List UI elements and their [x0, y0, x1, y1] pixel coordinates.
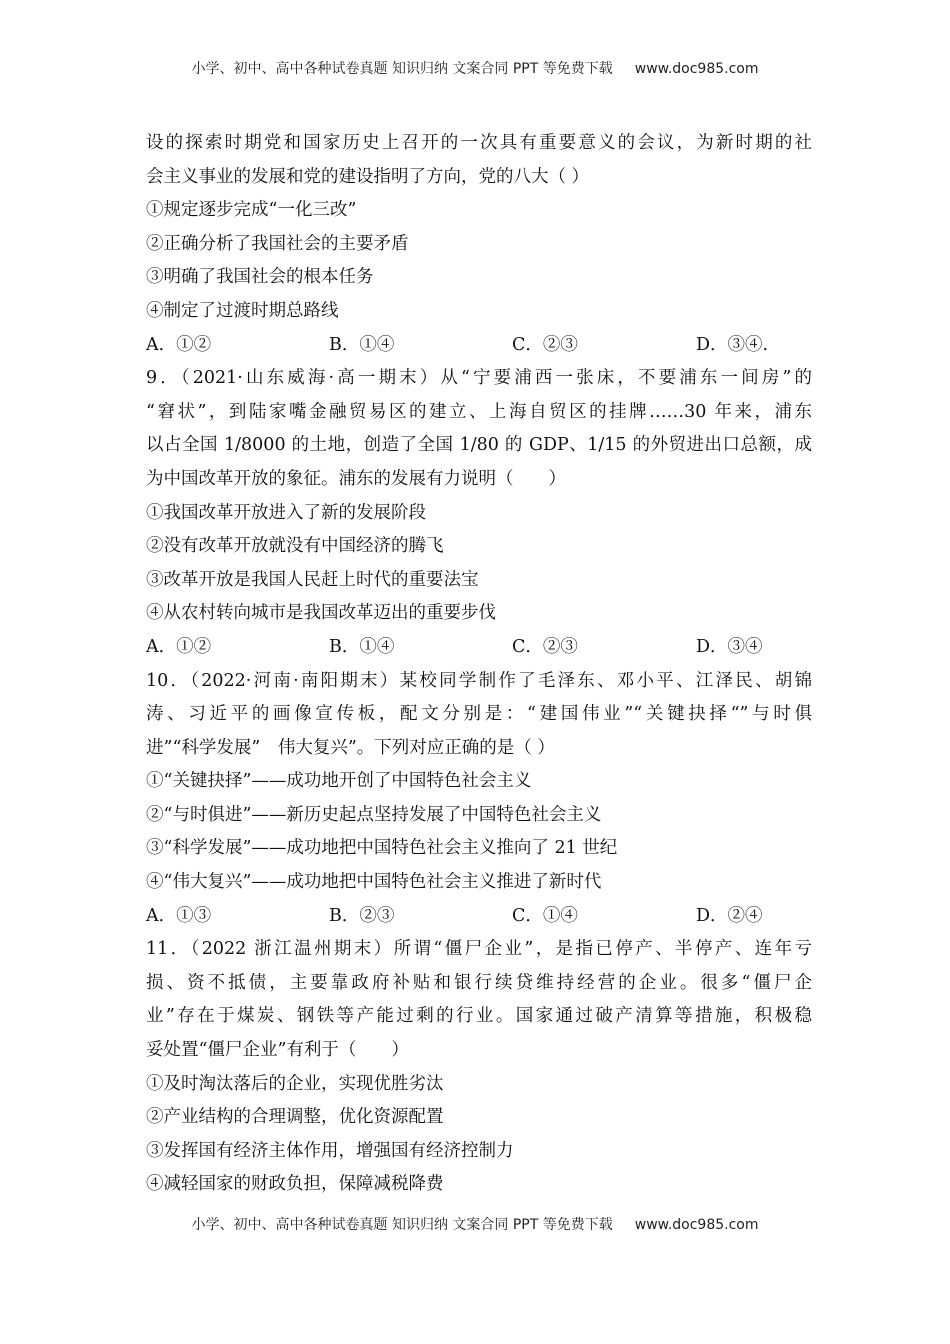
- q10-stem-line-1: 10．（2022·河南·南阳期末）某校同学制作了毛泽东、邓小平、江泽民、胡锦: [146, 670, 812, 691]
- q8-option-b[interactable]: B．①④: [329, 334, 395, 355]
- q11-item-4: ④减轻国家的财政负担，保障减税降费: [146, 1174, 444, 1195]
- q10-item-4: ④“伟大复兴”——成功地把中国特色社会主义推进了新时代: [146, 872, 602, 893]
- q10-item-1: ①“关键抉择”——成功地开创了中国特色社会主义: [146, 771, 532, 792]
- q9-item-1: ①我国改革开放进入了新的发展阶段: [146, 502, 426, 523]
- q10-option-d[interactable]: D．②④: [696, 905, 763, 926]
- q8-item-4: ④制定了过渡时期总路线: [146, 300, 339, 321]
- q10-stem-line-3: 进”“科学发展” 伟大复兴”。下列对应正确的是（ ）: [146, 737, 555, 758]
- q10-option-b[interactable]: B．②③: [329, 905, 395, 926]
- q8-option-d[interactable]: D．③④.: [696, 334, 769, 355]
- q8-options: [146, 329, 812, 363]
- q9-option-a[interactable]: A．①②: [146, 636, 212, 657]
- q9-option-b[interactable]: B．①④: [329, 636, 395, 657]
- q9-option-d[interactable]: D．③④: [696, 636, 763, 657]
- q8-item-3: ③明确了我国社会的根本任务: [146, 267, 374, 288]
- q11-stem-line-3: 业”存在于煤炭、钢铁等产能过剩的行业。国家通过破产清算等措施，积极稳: [146, 1006, 812, 1027]
- q8-option-a[interactable]: A．①②: [146, 334, 212, 355]
- header-text: 小学、初中、高中各种试卷真题 知识归纳 文案合同 PPT 等免费下载: [191, 61, 613, 77]
- q8-stem-line-1: 设的探索时期党和国家历史上召开的一次具有重要意义的会议，为新时期的社: [146, 133, 812, 153]
- page-footer: [0, 1214, 950, 1234]
- q10-option-a[interactable]: A．①③: [146, 905, 212, 926]
- q11-stem-line-2: 损、资不抵债，主要靠政府补贴和银行续贷维持经营的企业。很多“僵尸企: [146, 972, 812, 993]
- q11-stem-line-1: 11．（2022 浙江温州期末）所谓“僵尸企业”，是指已停产、半停产、连年亏: [146, 939, 812, 960]
- q9-options: [146, 631, 812, 665]
- q10-options: [146, 900, 812, 934]
- q10-option-c[interactable]: C．①④: [512, 905, 578, 926]
- q9-item-3: ③改革开放是我国人民赶上时代的重要法宝: [146, 569, 479, 590]
- q8-option-c[interactable]: C．②③: [512, 334, 578, 355]
- q11-stem-line-4: 妥处置“僵尸企业”有利于（ ）: [146, 1040, 409, 1061]
- q9-stem-line-4: 为中国改革开放的象征。浦东的发展有力说明（ ）: [146, 468, 566, 489]
- q8-item-1: ①规定逐步完成“一化三改”: [146, 200, 357, 221]
- q9-stem-line-3: 以占全国 1/8000 的土地，创造了全国 1/80 的 GDP、1/15 的外贸进出口总额，成: [146, 435, 812, 456]
- footer-text: 小学、初中、高中各种试卷真题 知识归纳 文案合同 PPT 等免费下载: [191, 1217, 613, 1233]
- footer-site: www.doc985.com: [634, 1217, 759, 1233]
- q10-item-3: ③“科学发展”——成功地把中国特色社会主义推向了 21 世纪: [146, 838, 618, 859]
- question-content: [146, 127, 812, 1202]
- q11-item-3: ③发挥国有经济主体作用，增强国有经济控制力: [146, 1140, 514, 1161]
- q9-item-4: ④从农村转向城市是我国改革迈出的重要步伐: [146, 603, 496, 624]
- header-site: www.doc985.com: [634, 61, 759, 77]
- q10-stem-line-2: 涛、习近平的画像宣传板，配文分别是：“建国伟业”“关键抉择“”与时俱: [146, 704, 812, 725]
- q11-item-1: ①及时淘汰落后的企业，实现优胜劣汰: [146, 1073, 444, 1094]
- q8-item-2: ②正确分析了我国社会的主要矛盾: [146, 233, 409, 254]
- q9-stem-line-1: 9．（2021·山东威海·高一期末）从“宁要浦西一张床，不要浦东一间房”的: [146, 368, 812, 389]
- q9-stem-line-2: “窘状”，到陆家嘴金融贸易区的建立、上海自贸区的挂牌……30 年来，浦东: [146, 401, 812, 422]
- page-header: [0, 58, 950, 78]
- q9-item-2: ②没有改革开放就没有中国经济的腾飞: [146, 536, 444, 557]
- q8-stem-line-2: 会主义事业的发展和党的建设指明了方向，党的八大（ ）: [146, 166, 590, 187]
- q11-item-2: ②产业结构的合理调整，优化资源配置: [146, 1107, 444, 1128]
- q9-option-c[interactable]: C．②③: [512, 636, 578, 657]
- q10-item-2: ②“与时俱进”——新历史起点坚持发展了中国特色社会主义: [146, 804, 602, 825]
